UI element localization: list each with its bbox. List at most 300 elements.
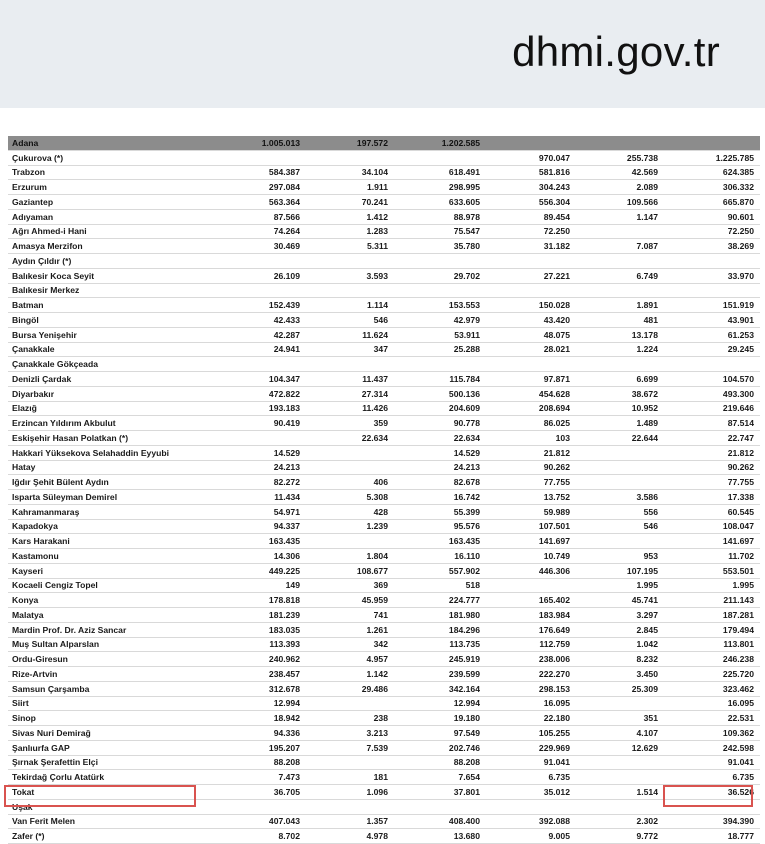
- value-cell: [394, 254, 486, 269]
- value-cell: 563.364: [218, 195, 306, 210]
- value-cell: 25.288: [394, 342, 486, 357]
- value-cell: [486, 136, 576, 150]
- table-row: [8, 755, 760, 770]
- value-cell: 12.629: [576, 740, 664, 755]
- value-cell: [576, 357, 664, 372]
- value-cell: 245.919: [394, 652, 486, 667]
- value-cell: 9.005: [486, 829, 576, 844]
- airport-name-cell: Aydın Çıldır (*): [8, 254, 218, 269]
- airport-name-cell: Bursa Yenişehir: [8, 327, 218, 342]
- airport-name-cell: Kahramanmaraş: [8, 504, 218, 519]
- value-cell: 1.412: [306, 209, 394, 224]
- table-row: [8, 608, 760, 623]
- airport-name-cell: Kocaeli Cengiz Topel: [8, 578, 218, 593]
- value-cell: [218, 431, 306, 446]
- value-cell: [576, 475, 664, 490]
- value-cell: 222.270: [486, 667, 576, 682]
- airport-name-cell: Erzurum: [8, 180, 218, 195]
- value-cell: 351: [576, 711, 664, 726]
- value-cell: 953: [576, 549, 664, 564]
- value-cell: 22.747: [664, 431, 760, 446]
- value-cell: 183.035: [218, 622, 306, 637]
- value-cell: 1.142: [306, 667, 394, 682]
- value-cell: 28.021: [486, 342, 576, 357]
- value-cell: 115.784: [394, 372, 486, 387]
- table-row: [8, 667, 760, 682]
- value-cell: 72.250: [664, 224, 760, 239]
- value-cell: 163.435: [394, 534, 486, 549]
- value-cell: 29.486: [306, 681, 394, 696]
- airport-name-cell: Şırnak Şerafettin Elçi: [8, 755, 218, 770]
- value-cell: 94.336: [218, 726, 306, 741]
- value-cell: [218, 254, 306, 269]
- airport-name-cell: Bingöl: [8, 313, 218, 328]
- value-cell: 43.420: [486, 313, 576, 328]
- table-row: [8, 578, 760, 593]
- value-cell: 29.702: [394, 268, 486, 283]
- value-cell: 219.646: [664, 401, 760, 416]
- value-cell: 195.207: [218, 740, 306, 755]
- value-cell: 4.957: [306, 652, 394, 667]
- value-cell: [394, 357, 486, 372]
- table-row: [8, 327, 760, 342]
- value-cell: 181.980: [394, 608, 486, 623]
- value-cell: 665.870: [664, 195, 760, 210]
- value-cell: 38.672: [576, 386, 664, 401]
- value-cell: 108.047: [664, 519, 760, 534]
- value-cell: 14.306: [218, 549, 306, 564]
- value-cell: [664, 357, 760, 372]
- value-cell: [394, 150, 486, 165]
- value-cell: 104.570: [664, 372, 760, 387]
- value-cell: 369: [306, 578, 394, 593]
- value-cell: 90.419: [218, 416, 306, 431]
- value-cell: [576, 534, 664, 549]
- airport-name-cell: Balıkesir Koca Seyit: [8, 268, 218, 283]
- value-cell: 225.720: [664, 667, 760, 682]
- value-cell: 304.243: [486, 180, 576, 195]
- value-cell: 103: [486, 431, 576, 446]
- value-cell: 9.772: [576, 829, 664, 844]
- value-cell: 22.634: [306, 431, 394, 446]
- value-cell: 153.553: [394, 298, 486, 313]
- value-cell: 312.678: [218, 681, 306, 696]
- value-cell: 109.362: [664, 726, 760, 741]
- value-cell: 197.572: [306, 136, 394, 150]
- value-cell: 24.213: [218, 460, 306, 475]
- table-row: [8, 195, 760, 210]
- value-cell: [576, 283, 664, 298]
- value-cell: 1.995: [664, 578, 760, 593]
- value-cell: 3.297: [576, 608, 664, 623]
- table-row: [8, 534, 760, 549]
- value-cell: 90.778: [394, 416, 486, 431]
- header-banner: [0, 0, 765, 108]
- value-cell: 454.628: [486, 386, 576, 401]
- table-row: [8, 416, 760, 431]
- value-cell: 61.253: [664, 327, 760, 342]
- value-cell: 90.262: [664, 460, 760, 475]
- value-cell: [218, 283, 306, 298]
- value-cell: 36.705: [218, 785, 306, 800]
- value-cell: 45.741: [576, 593, 664, 608]
- value-cell: 42.979: [394, 313, 486, 328]
- airport-name-cell: Sivas Nuri Demirağ: [8, 726, 218, 741]
- spacer: [0, 108, 765, 136]
- value-cell: 5.308: [306, 490, 394, 505]
- value-cell: 342: [306, 637, 394, 652]
- value-cell: 179.494: [664, 622, 760, 637]
- value-cell: [664, 254, 760, 269]
- value-cell: 165.402: [486, 593, 576, 608]
- airport-name-cell: Sinop: [8, 711, 218, 726]
- value-cell: 204.609: [394, 401, 486, 416]
- airport-name-cell: Iğdır Şehit Bülent Aydın: [8, 475, 218, 490]
- airport-name-cell: Uşak: [8, 799, 218, 814]
- value-cell: [218, 150, 306, 165]
- table-row: [8, 726, 760, 741]
- table-row: [8, 593, 760, 608]
- airport-name-cell: Balıkesir Merkez: [8, 283, 218, 298]
- value-cell: 553.501: [664, 563, 760, 578]
- value-cell: [218, 357, 306, 372]
- value-cell: [306, 799, 394, 814]
- value-cell: [576, 755, 664, 770]
- value-cell: 193.183: [218, 401, 306, 416]
- value-cell: 22.634: [394, 431, 486, 446]
- value-cell: 43.901: [664, 313, 760, 328]
- value-cell: 59.989: [486, 504, 576, 519]
- value-cell: 239.599: [394, 667, 486, 682]
- value-cell: 113.801: [664, 637, 760, 652]
- value-cell: [576, 696, 664, 711]
- value-cell: 11.624: [306, 327, 394, 342]
- value-cell: 97.549: [394, 726, 486, 741]
- value-cell: 34.104: [306, 165, 394, 180]
- value-cell: 184.296: [394, 622, 486, 637]
- value-cell: 178.818: [218, 593, 306, 608]
- value-cell: 35.780: [394, 239, 486, 254]
- value-cell: 181: [306, 770, 394, 785]
- airport-name-cell: Denizli Çardak: [8, 372, 218, 387]
- value-cell: 1.239: [306, 519, 394, 534]
- airport-name-cell: Elazığ: [8, 401, 218, 416]
- value-cell: 246.238: [664, 652, 760, 667]
- passenger-statistics-table-image: [8, 136, 760, 842]
- value-cell: 176.649: [486, 622, 576, 637]
- value-cell: 10.952: [576, 401, 664, 416]
- value-cell: 42.569: [576, 165, 664, 180]
- value-cell: 7.654: [394, 770, 486, 785]
- value-cell: 187.281: [664, 608, 760, 623]
- value-cell: [306, 150, 394, 165]
- table-row: [8, 637, 760, 652]
- table-row: [8, 519, 760, 534]
- value-cell: 12.994: [218, 696, 306, 711]
- value-cell: 26.109: [218, 268, 306, 283]
- value-cell: [664, 136, 760, 150]
- value-cell: [486, 578, 576, 593]
- value-cell: [306, 696, 394, 711]
- airport-name-cell: Hatay: [8, 460, 218, 475]
- value-cell: 408.400: [394, 814, 486, 829]
- value-cell: 87.566: [218, 209, 306, 224]
- table-row: [8, 770, 760, 785]
- value-cell: 4.978: [306, 829, 394, 844]
- value-cell: 113.393: [218, 637, 306, 652]
- table-row: [8, 490, 760, 505]
- value-cell: [394, 283, 486, 298]
- value-cell: 88.208: [218, 755, 306, 770]
- value-cell: 1.225.785: [664, 150, 760, 165]
- value-cell: 449.225: [218, 563, 306, 578]
- value-cell: 13.178: [576, 327, 664, 342]
- value-cell: 3.450: [576, 667, 664, 682]
- value-cell: 35.012: [486, 785, 576, 800]
- value-cell: 238.457: [218, 667, 306, 682]
- value-cell: [576, 254, 664, 269]
- value-cell: 22.531: [664, 711, 760, 726]
- value-cell: 1.995: [576, 578, 664, 593]
- table-row: [8, 239, 760, 254]
- value-cell: 141.697: [664, 534, 760, 549]
- value-cell: 1.514: [576, 785, 664, 800]
- value-cell: 7.473: [218, 770, 306, 785]
- value-cell: 37.801: [394, 785, 486, 800]
- value-cell: 6.749: [576, 268, 664, 283]
- value-cell: [486, 283, 576, 298]
- value-cell: 238.006: [486, 652, 576, 667]
- value-cell: 242.598: [664, 740, 760, 755]
- value-cell: 86.025: [486, 416, 576, 431]
- table-row: [8, 298, 760, 313]
- value-cell: 38.269: [664, 239, 760, 254]
- value-cell: 1.489: [576, 416, 664, 431]
- table-row: [8, 342, 760, 357]
- airport-name-cell: Şanlıurfa GAP: [8, 740, 218, 755]
- value-cell: 150.028: [486, 298, 576, 313]
- airport-name-cell: Mardin Prof. Dr. Aziz Sancar: [8, 622, 218, 637]
- value-cell: [394, 799, 486, 814]
- value-cell: 7.087: [576, 239, 664, 254]
- value-cell: 89.454: [486, 209, 576, 224]
- value-cell: 60.545: [664, 504, 760, 519]
- value-cell: 75.547: [394, 224, 486, 239]
- value-cell: 55.399: [394, 504, 486, 519]
- value-cell: 13.680: [394, 829, 486, 844]
- airport-name-cell: Diyarbakır: [8, 386, 218, 401]
- table-row: [8, 652, 760, 667]
- table-row: [8, 696, 760, 711]
- value-cell: 95.576: [394, 519, 486, 534]
- table-row: [8, 431, 760, 446]
- value-cell: 31.182: [486, 239, 576, 254]
- table-row: [8, 401, 760, 416]
- value-cell: 481: [576, 313, 664, 328]
- value-cell: 97.871: [486, 372, 576, 387]
- table-row: [8, 283, 760, 298]
- value-cell: [486, 799, 576, 814]
- value-cell: 48.075: [486, 327, 576, 342]
- value-cell: 181.239: [218, 608, 306, 623]
- value-cell: 238: [306, 711, 394, 726]
- highlight-box-zafer-name: [4, 785, 196, 807]
- table-row: [8, 136, 760, 150]
- value-cell: 70.241: [306, 195, 394, 210]
- value-cell: 297.084: [218, 180, 306, 195]
- value-cell: 3.213: [306, 726, 394, 741]
- value-cell: 104.347: [218, 372, 306, 387]
- value-cell: 30.469: [218, 239, 306, 254]
- airport-name-cell: Gaziantep: [8, 195, 218, 210]
- table-row: [8, 460, 760, 475]
- value-cell: 208.694: [486, 401, 576, 416]
- value-cell: 72.250: [486, 224, 576, 239]
- value-cell: 14.529: [394, 445, 486, 460]
- value-cell: [306, 755, 394, 770]
- value-cell: 6.735: [486, 770, 576, 785]
- value-cell: 27.221: [486, 268, 576, 283]
- airport-name-cell: Tekirdağ Çorlu Atatürk: [8, 770, 218, 785]
- value-cell: 6.735: [664, 770, 760, 785]
- value-cell: 1.114: [306, 298, 394, 313]
- value-cell: 1.096: [306, 785, 394, 800]
- value-cell: 1.224: [576, 342, 664, 357]
- value-cell: 3.586: [576, 490, 664, 505]
- value-cell: 11.702: [664, 549, 760, 564]
- table-row: [8, 224, 760, 239]
- value-cell: 1.357: [306, 814, 394, 829]
- value-cell: 500.136: [394, 386, 486, 401]
- value-cell: 240.962: [218, 652, 306, 667]
- value-cell: 22.180: [486, 711, 576, 726]
- value-cell: 45.959: [306, 593, 394, 608]
- value-cell: 2.845: [576, 622, 664, 637]
- airport-name-cell: Samsun Çarşamba: [8, 681, 218, 696]
- airport-name-cell: Kastamonu: [8, 549, 218, 564]
- value-cell: 21.812: [486, 445, 576, 460]
- value-cell: 298.153: [486, 681, 576, 696]
- airport-name-cell: Ordu-Giresun: [8, 652, 218, 667]
- value-cell: 1.283: [306, 224, 394, 239]
- value-cell: 82.678: [394, 475, 486, 490]
- value-cell: 6.699: [576, 372, 664, 387]
- table-row: [8, 681, 760, 696]
- value-cell: 18.942: [218, 711, 306, 726]
- value-cell: 149: [218, 578, 306, 593]
- value-cell: 91.041: [486, 755, 576, 770]
- table-row: [8, 165, 760, 180]
- value-cell: 970.047: [486, 150, 576, 165]
- value-cell: 1.804: [306, 549, 394, 564]
- table-row: [8, 711, 760, 726]
- value-cell: 107.501: [486, 519, 576, 534]
- airport-name-cell: Ağrı Ahmed-i Hani: [8, 224, 218, 239]
- table-row: [8, 814, 760, 829]
- value-cell: 446.306: [486, 563, 576, 578]
- value-cell: 16.110: [394, 549, 486, 564]
- value-cell: 77.755: [486, 475, 576, 490]
- table-row: [8, 209, 760, 224]
- table-row: [8, 313, 760, 328]
- airport-name-cell: Siirt: [8, 696, 218, 711]
- value-cell: 13.752: [486, 490, 576, 505]
- value-cell: 4.107: [576, 726, 664, 741]
- value-cell: 36.526: [664, 785, 760, 800]
- airport-name-cell: Muş Sultan Alparslan: [8, 637, 218, 652]
- value-cell: 624.385: [664, 165, 760, 180]
- value-cell: 306.332: [664, 180, 760, 195]
- value-cell: 88.978: [394, 209, 486, 224]
- value-cell: 16.095: [664, 696, 760, 711]
- value-cell: 42.433: [218, 313, 306, 328]
- value-cell: 557.902: [394, 563, 486, 578]
- airport-name-cell: Çanakkale Gökçeada: [8, 357, 218, 372]
- airport-name-cell: Eskişehir Hasan Polatkan (*): [8, 431, 218, 446]
- value-cell: 1.202.585: [394, 136, 486, 150]
- table-row: [8, 150, 760, 165]
- value-cell: [306, 254, 394, 269]
- value-cell: 741: [306, 608, 394, 623]
- value-cell: 584.387: [218, 165, 306, 180]
- value-cell: 27.314: [306, 386, 394, 401]
- value-cell: [218, 799, 306, 814]
- value-cell: 546: [576, 519, 664, 534]
- airport-name-cell: Kayseri: [8, 563, 218, 578]
- value-cell: 29.245: [664, 342, 760, 357]
- table-row: [8, 740, 760, 755]
- table-row: [8, 357, 760, 372]
- airport-name-cell: Amasya Merzifon: [8, 239, 218, 254]
- table-row: [8, 563, 760, 578]
- value-cell: [664, 283, 760, 298]
- value-cell: 1.911: [306, 180, 394, 195]
- airport-name-cell: Adıyaman: [8, 209, 218, 224]
- value-cell: 618.491: [394, 165, 486, 180]
- value-cell: 202.746: [394, 740, 486, 755]
- table-row: [8, 475, 760, 490]
- value-cell: 556: [576, 504, 664, 519]
- value-cell: 91.041: [664, 755, 760, 770]
- airport-name-cell: Isparta Süleyman Demirel: [8, 490, 218, 505]
- value-cell: 407.043: [218, 814, 306, 829]
- value-cell: 105.255: [486, 726, 576, 741]
- value-cell: 8.702: [218, 829, 306, 844]
- airport-name-cell: Rize-Artvin: [8, 667, 218, 682]
- highlight-box-zafer-total: [663, 785, 753, 807]
- airport-name-cell: Adana: [8, 136, 218, 150]
- value-cell: 10.749: [486, 549, 576, 564]
- value-cell: 14.529: [218, 445, 306, 460]
- value-cell: 392.088: [486, 814, 576, 829]
- value-cell: 546: [306, 313, 394, 328]
- value-cell: 113.735: [394, 637, 486, 652]
- value-cell: 11.437: [306, 372, 394, 387]
- value-cell: 224.777: [394, 593, 486, 608]
- value-cell: 2.089: [576, 180, 664, 195]
- value-cell: 2.302: [576, 814, 664, 829]
- airport-name-cell: Çanakkale: [8, 342, 218, 357]
- value-cell: 518: [394, 578, 486, 593]
- value-cell: 1.005.013: [218, 136, 306, 150]
- value-cell: 152.439: [218, 298, 306, 313]
- value-cell: [306, 283, 394, 298]
- value-cell: 18.777: [664, 829, 760, 844]
- airport-name-cell: Çukurova (*): [8, 150, 218, 165]
- airport-name-cell: Kars Harakani: [8, 534, 218, 549]
- value-cell: [486, 254, 576, 269]
- value-cell: 428: [306, 504, 394, 519]
